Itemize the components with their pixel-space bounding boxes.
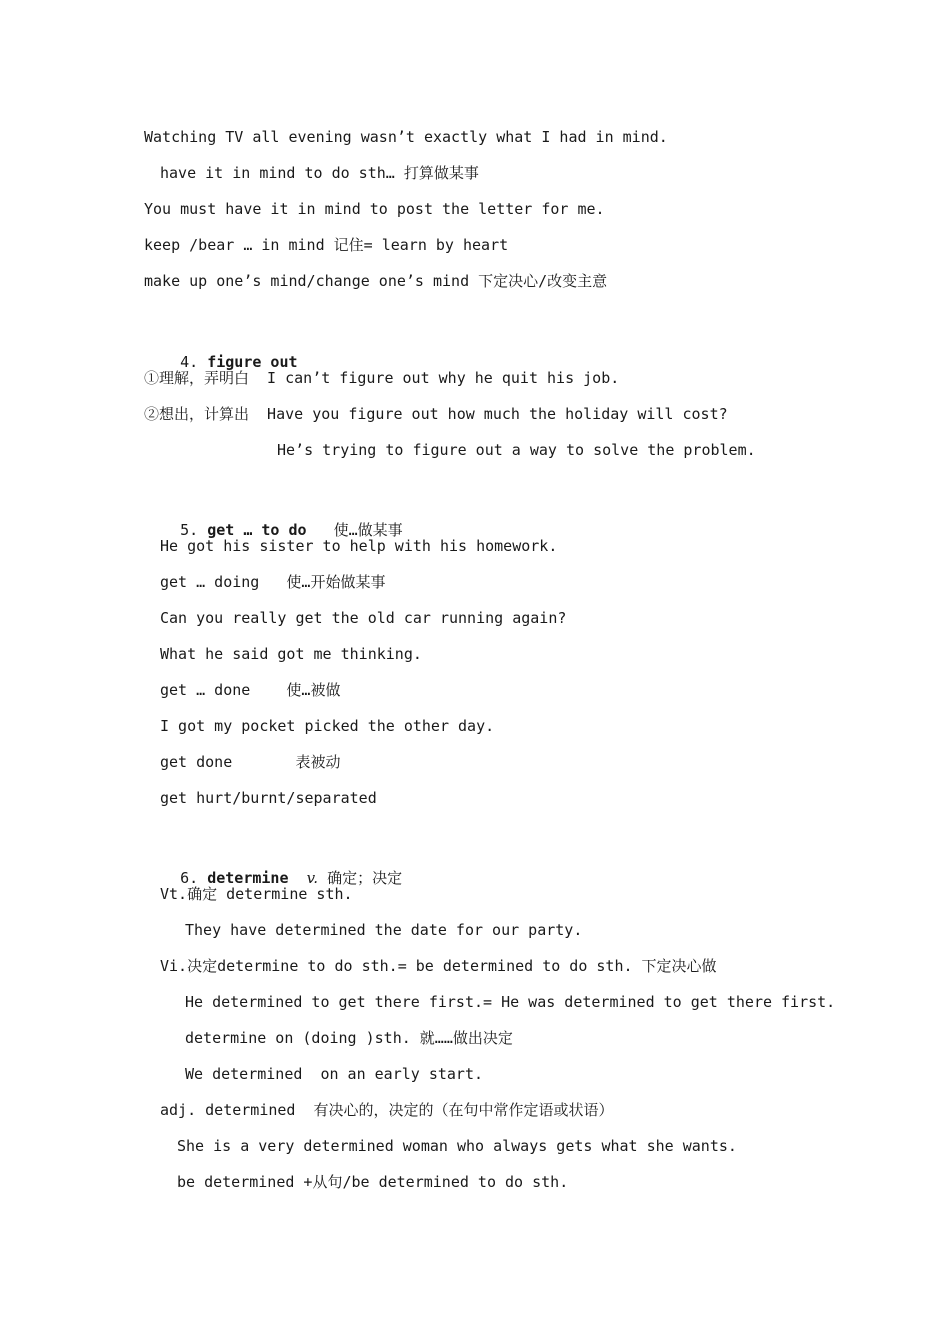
section-number: 4. bbox=[180, 353, 199, 371]
text-line: We determined on an early start. bbox=[185, 1065, 484, 1083]
section-number: 5. bbox=[180, 521, 199, 539]
text-line: ①理解，弄明白 I can’t figure out why he quit his job. bbox=[144, 369, 620, 387]
text-line: get done 表被动 bbox=[160, 753, 341, 771]
text-line: You must have it in mind to post the letter for me. bbox=[144, 200, 605, 218]
text-line: Watching TV all evening wasn’t exactly what I had in mind. bbox=[144, 128, 668, 146]
text-line: He’s trying to figure out a way to solve the problem. bbox=[277, 441, 756, 459]
section-title: figure out bbox=[207, 353, 298, 371]
text-line: He got his sister to help with his homework. bbox=[160, 537, 558, 555]
text-line: ②想出，计算出 Have you figure out how much the holiday will cost? bbox=[144, 405, 728, 423]
text-line: I got my pocket picked the other day. bbox=[160, 717, 495, 735]
text-line: She is a very determined woman who always gets what she wants. bbox=[177, 1137, 737, 1155]
text-line: Vi.决定determine to do sth.= be determined to do sth. 下定决心做 bbox=[160, 957, 717, 975]
text-line: get … done 使…被做 bbox=[160, 681, 341, 699]
section-title: determine bbox=[207, 869, 289, 887]
section-meaning: 确定；决定 bbox=[327, 869, 403, 887]
text-line: keep /bear … in mind 记住= learn by heart bbox=[144, 236, 509, 254]
text-line: get hurt/burnt/separated bbox=[160, 789, 377, 807]
text-line: He determined to get there first.= He was determined to get there first. bbox=[185, 993, 836, 1011]
section-title: get … to do bbox=[207, 521, 307, 539]
text-line: Vt.确定 determine sth. bbox=[160, 885, 353, 903]
text-line: be determined +从句/be determined to do sth. bbox=[177, 1173, 569, 1191]
section-meaning: 使…做某事 bbox=[333, 521, 403, 539]
section-number: 6. bbox=[180, 869, 199, 887]
text-line: adj. determined 有决心的，决定的（在句中常作定语或状语） bbox=[160, 1101, 614, 1119]
text-line: What he said got me thinking. bbox=[160, 645, 422, 663]
text-line: They have determined the date for our party. bbox=[185, 921, 583, 939]
text-line: determine on (doing )sth. 就……做出决定 bbox=[185, 1029, 513, 1047]
text-line: have it in mind to do sth… 打算做某事 bbox=[160, 164, 479, 182]
text-line: make up one’s mind/change one’s mind 下定决心/改变主意 bbox=[144, 272, 608, 290]
text-line: get … doing 使…开始做某事 bbox=[160, 573, 386, 591]
text-line: Can you really get the old car running again? bbox=[160, 609, 567, 627]
part-of-speech: v. bbox=[306, 869, 319, 887]
